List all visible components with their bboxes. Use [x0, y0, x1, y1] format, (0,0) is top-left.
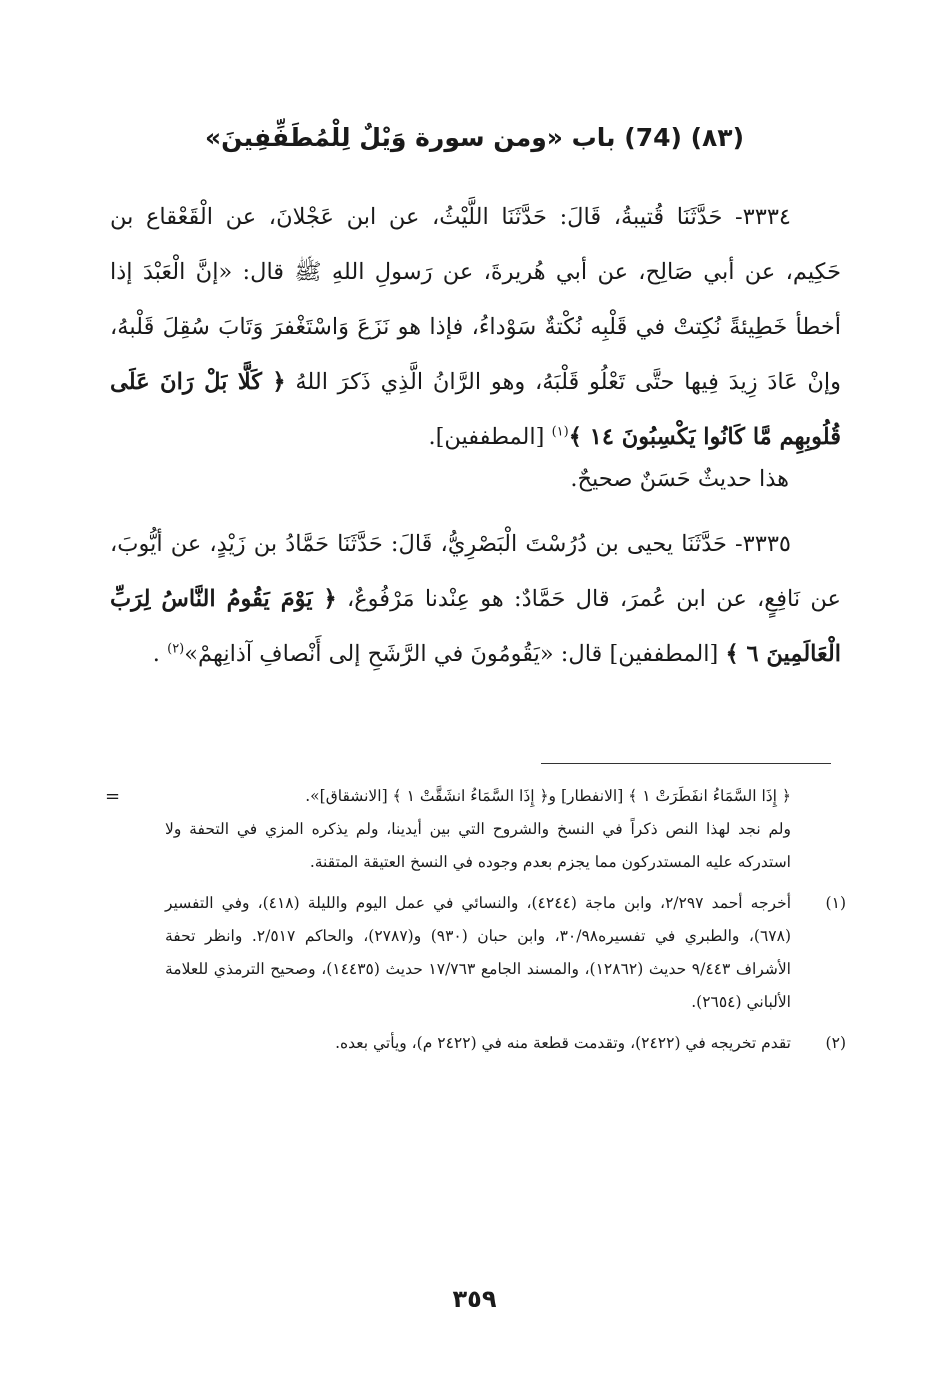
footnote-continuation-2	[165, 813, 841, 879]
surah-reference: [المطففين].	[428, 424, 545, 450]
footnote-continuation	[105, 780, 841, 813]
chapter-title: (٨٣) (74) باب «ومن سورة وَيْلٌ لِلْمُطَفِّفِينَ»	[204, 123, 745, 152]
footnote-ref-2: (٢)	[167, 641, 185, 657]
footnote-separator	[541, 763, 831, 764]
surah-reference: [المطففين]	[609, 641, 719, 667]
hadith-3334	[110, 190, 841, 465]
quran-verse: ﴿ كَلَّا بَلْ رَانَ عَلَى قُلُوبِهِم مَّا كَانُوا يَكْسِبُونَ ١٤ ﴾	[110, 369, 841, 450]
page-number: ٣٥٩	[452, 1285, 497, 1313]
hadith-3334-text: ٣٣٣٤- حَدَّثَنَا قُتيبةُ، قَالَ: حَدَّثَنَا اللَّيْثُ، عن ابن عَجْلانَ، عن الْقَعْقاع بن حَكِيم، عن أبي صَالِح، عن أبي هُريرةَ، عن رَسولِ اللهِ ﷺ قال: «إنَّ الْعَبْدَ إذا أخطأ خَطِيئةً نُكِتتْ في قَلْبِه نُكْتةٌ سَوْداءُ، فإذا هو نَزَعَ وَاسْتَغْفرَ وَتَابَ سُقِلَ قَلْبهُ، وإنْ عَادَ زِيدَ فِيها حتَّى تَعْلُو قَلْبَهُ، وهو الرَّانُ الَّذِي ذَكرَ اللهُ	[110, 204, 841, 395]
footnote-1-mark: (١)	[825, 894, 846, 912]
footnote-1-text: أخرجه أحمد ٢/٢٩٧، وابن ماجة (٤٢٤٤)، والنسائي في عمل اليوم والليلة (٤١٨)، وفي التفسير (٦٧٨)، والطبري في تفسيره٣٠/٩٨، وابن حبان (٩٣٠) و(٢٧٨٧)، والحاكم ٢/٥١٧. وانظر تحفة الأشراف ٩/٤٤٣ حديث (١٢٨٦٢)، والمسند الجامع ١٧/٧٦٣ حديث (١٤٤٣٥)، وصحيح الترمذي للعلامة الألباني (٢٦٥٤).	[165, 894, 792, 1011]
continuation-mark: =	[105, 786, 121, 807]
continuation-text-2: ولم نجد لهذا النص ذكراً في النسخ والشروح التي بين أيدينا، ولم يذكره المزي في التحفة ولا استدركه عليه المستدركون مما يجزم بعدم وجوده في النسخ العتيقة المتقنة.	[165, 820, 791, 871]
hadith-3335-end: .	[152, 641, 160, 667]
hadith-3335-text: ٣٣٣٥- حَدَّثَنَا يحيى بن دُرُسْتَ الْبَصْرِيُّ، قَالَ: حَدَّثَنَا حَمَّادُ بن زَيْدٍ، عن أيُّوبَ، عن نَافِعٍ، عن ابن عُمرَ، قال حَمَّادٌ: هو عِنْدنا مَرْفُوعٌ،	[110, 531, 841, 612]
footnote-1	[165, 887, 846, 1019]
footnote-2-text: تقدم تخريجه في (٢٤٢٢)، وتقدمت قطعة منه في (٢٤٢٢ م)، ويأتي بعده.	[335, 1034, 791, 1052]
hadith-grade: هذا حديثٌ حَسَنٌ صحيحٌ.	[570, 466, 789, 492]
footnote-ref-1: (١)	[551, 424, 569, 440]
footnote-2	[165, 1027, 846, 1060]
hadith-3335	[110, 517, 841, 682]
quran-verse: ﴿ يَوْمَ يَقُومُ النَّاسُ لِرَبِّ الْعَالَمِينَ ٦ ﴾	[110, 586, 841, 667]
hadith-3335-rest: قال: «يَقُومُونَ في الرَّشَحِ إلى أَنْصافِ آذانِهمْ»	[184, 641, 603, 667]
footnote-2-mark: (٢)	[825, 1034, 846, 1052]
continuation-text: ﴿ إِذَا السَّمَاءُ انفَطَرَتْ ١ ﴾ [الانفطار] و﴿ إِذَا السَّمَاءُ انشَقَّتْ ١ ﴾ [الانشقاق]».	[305, 787, 791, 805]
footnotes	[105, 780, 846, 1060]
